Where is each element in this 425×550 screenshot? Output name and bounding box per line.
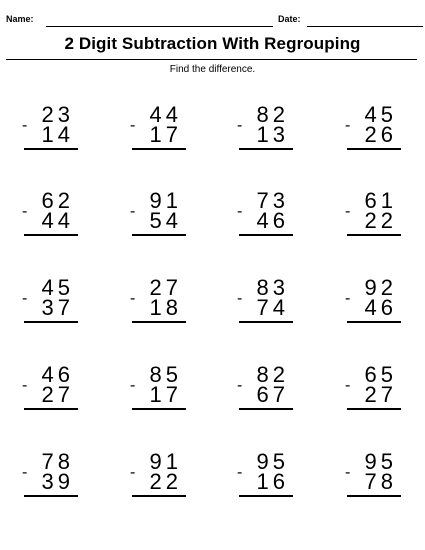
minus-sign: - <box>130 117 136 134</box>
answer-line <box>239 321 293 323</box>
minuend: 46 <box>41 362 74 387</box>
answer-line <box>132 495 186 497</box>
minus-sign: - <box>345 377 351 394</box>
problem <box>130 364 190 424</box>
problem <box>22 277 82 337</box>
subtrahend: 17 <box>149 122 182 147</box>
minus-sign: - <box>130 203 136 220</box>
subtrahend: 22 <box>364 208 397 233</box>
minus-sign: - <box>237 203 243 220</box>
answer-line <box>24 148 78 150</box>
minuend: 82 <box>256 102 289 127</box>
minus-sign: - <box>345 117 351 134</box>
subtrahend: 26 <box>364 122 397 147</box>
subtrahend: 22 <box>149 469 182 494</box>
subtrahend: 44 <box>41 208 74 233</box>
minuend: 27 <box>149 275 182 300</box>
answer-line <box>239 148 293 150</box>
subtrahend: 13 <box>256 122 289 147</box>
subtrahend: 67 <box>256 382 289 407</box>
problem <box>130 451 190 511</box>
date-line[interactable] <box>307 26 423 27</box>
answer-line <box>24 408 78 410</box>
problem <box>345 364 405 424</box>
minuend: 82 <box>256 362 289 387</box>
minus-sign: - <box>22 464 28 481</box>
problem <box>237 104 297 164</box>
subtrahend: 27 <box>41 382 74 407</box>
problem <box>345 104 405 164</box>
problem <box>345 451 405 511</box>
minuend: 62 <box>41 188 74 213</box>
instructions: Find the difference. <box>169 64 256 75</box>
subtrahend: 78 <box>364 469 397 494</box>
answer-line <box>347 495 401 497</box>
minuend: 95 <box>364 449 397 474</box>
answer-line <box>132 234 186 236</box>
minus-sign: - <box>22 203 28 220</box>
minus-sign: - <box>345 464 351 481</box>
problem <box>237 451 297 511</box>
minus-sign: - <box>22 117 28 134</box>
minus-sign: - <box>22 377 28 394</box>
minus-sign: - <box>130 377 136 394</box>
answer-line <box>347 234 401 236</box>
problem <box>130 190 190 250</box>
minus-sign: - <box>237 377 243 394</box>
answer-line <box>24 234 78 236</box>
answer-line <box>24 495 78 497</box>
subtrahend: 27 <box>364 382 397 407</box>
subtrahend: 14 <box>41 122 74 147</box>
minus-sign: - <box>130 464 136 481</box>
minuend: 44 <box>149 102 182 127</box>
subtrahend: 54 <box>149 208 182 233</box>
answer-line <box>347 408 401 410</box>
minuend: 61 <box>364 188 397 213</box>
answer-line <box>132 321 186 323</box>
name-line[interactable] <box>46 26 273 27</box>
problem <box>237 277 297 337</box>
answer-line <box>239 234 293 236</box>
subtrahend: 16 <box>256 469 289 494</box>
subtrahend: 46 <box>364 295 397 320</box>
minuend: 91 <box>149 188 182 213</box>
date-label: Date: <box>278 14 301 24</box>
subtrahend: 37 <box>41 295 74 320</box>
minus-sign: - <box>345 290 351 307</box>
minuend: 23 <box>41 102 74 127</box>
problem <box>237 364 297 424</box>
answer-line <box>239 495 293 497</box>
minus-sign: - <box>22 290 28 307</box>
title-divider <box>6 59 417 60</box>
minus-sign: - <box>237 117 243 134</box>
minus-sign: - <box>237 290 243 307</box>
problem <box>130 104 190 164</box>
minuend: 73 <box>256 188 289 213</box>
answer-line <box>239 408 293 410</box>
problem <box>22 451 82 511</box>
problem <box>345 190 405 250</box>
minus-sign: - <box>130 290 136 307</box>
minuend: 85 <box>149 362 182 387</box>
problem <box>22 104 82 164</box>
header-row <box>6 12 417 28</box>
minuend: 65 <box>364 362 397 387</box>
name-label: Name: <box>6 14 34 24</box>
minus-sign: - <box>345 203 351 220</box>
minuend: 92 <box>364 275 397 300</box>
subtrahend: 39 <box>41 469 74 494</box>
minuend: 78 <box>41 449 74 474</box>
minuend: 95 <box>256 449 289 474</box>
problem <box>130 277 190 337</box>
subtrahend: 17 <box>149 382 182 407</box>
problem <box>22 190 82 250</box>
minuend: 45 <box>41 275 74 300</box>
answer-line <box>132 148 186 150</box>
problem <box>22 364 82 424</box>
problem <box>345 277 405 337</box>
subtrahend: 18 <box>149 295 182 320</box>
minuend: 45 <box>364 102 397 127</box>
subtrahend: 74 <box>256 295 289 320</box>
answer-line <box>132 408 186 410</box>
problem <box>237 190 297 250</box>
answer-line <box>24 321 78 323</box>
minuend: 91 <box>149 449 182 474</box>
minus-sign: - <box>237 464 243 481</box>
answer-line <box>347 321 401 323</box>
subtrahend: 46 <box>256 208 289 233</box>
minuend: 83 <box>256 275 289 300</box>
answer-line <box>347 148 401 150</box>
worksheet-title: 2 Digit Subtraction With Regrouping <box>64 34 361 53</box>
